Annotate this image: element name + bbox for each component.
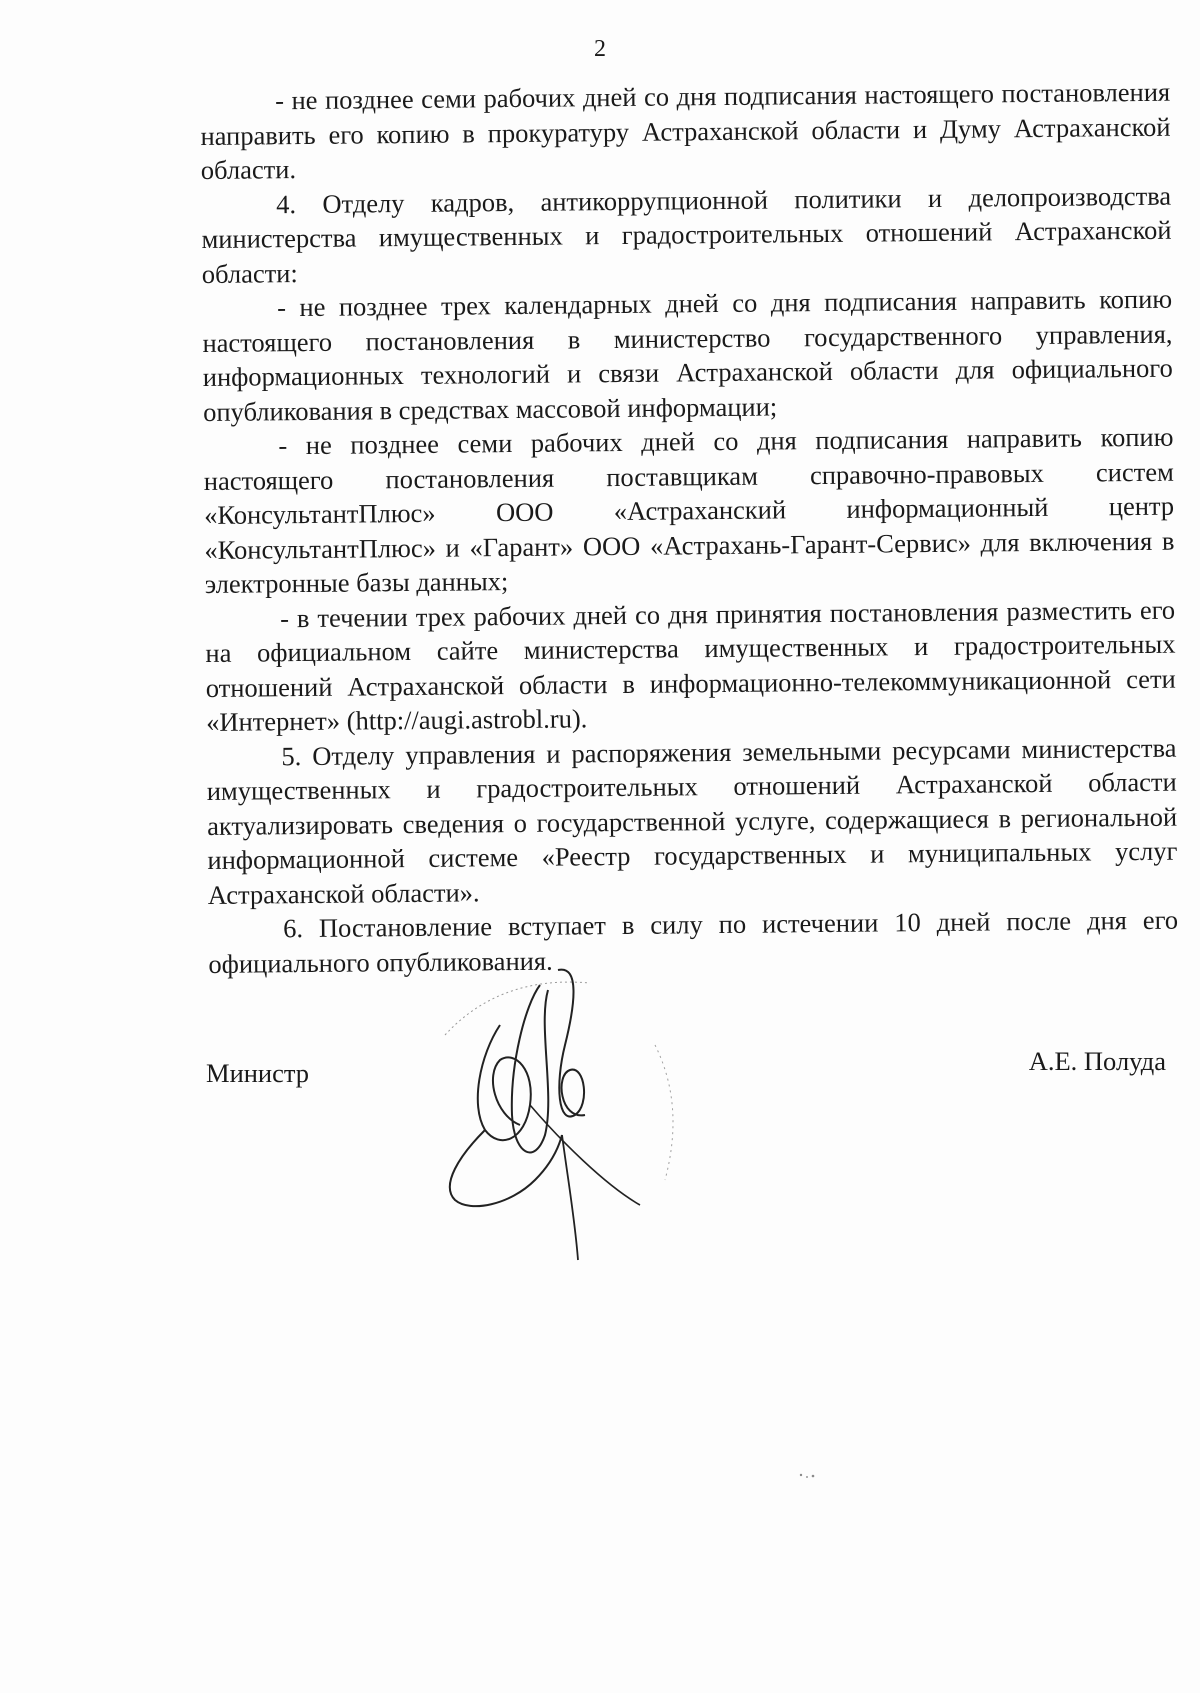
signatory-name: А.Е. Полуда — [1028, 1046, 1166, 1076]
paragraph-item-5: 5. Отделу управления и распоряжения земельными ресурсами министерства имущественных и градостроительных отношений Астраханской области актуализировать сведения о государственной услуге, содержащиеся в региональной информационной системе «Реестр государственных и муниципальных услуг Астраханской области». — [206, 732, 1178, 910]
page-number: 2 — [594, 36, 606, 62]
paragraph-item-6: 6. Постановление вступает в силу по истечении 10 дней после дня его официального опубликования. — [208, 904, 1179, 979]
paragraph-legal-systems-copy: - не позднее семи рабочих дней со дня подписания направить копию настоящего постановления поставщикам справочно-правовых систем «КонсультантПлюс» ООО «Астраханский информационный центр «КонсультантПлюс» и «Гарант» ООО «Астрахань-Гарант-Сервис» для включения в электронные базы данных; — [203, 421, 1175, 599]
scan-speck — [795, 1465, 825, 1485]
paragraph-item-4: 4. Отделу кадров, антикоррупционной политики и делопроизводства министерства имущественных и градостроительных отношений Астраханской области: — [201, 180, 1172, 289]
paragraph-publication-copy: - не позднее трех календарных дней со дня подписания направить копию настоящего постановления в министерство государственного управления, информационных технологий и связи Астраханской области для официального опубликования в средствах массовой информации; — [202, 283, 1173, 427]
document-body — [200, 75, 1179, 981]
paragraph-website-posting: - в течении трех рабочих дней со дня принятия постановления разместить его на официальном сайте министерства имущественных и градостроительных отношений Астраханской области в информационно-телекоммуникационной сети «Интернет» (http://augi.astrobl.ru). — [205, 594, 1176, 737]
signature-block — [206, 1046, 1166, 1118]
paragraph-prosecutor-copy: - не позднее семи рабочих дней со дня подписания настоящего постановления направить его копию в прокуратуру Астраханской области и Думу Астраханской области. — [200, 76, 1171, 185]
signatory-position: Министр — [206, 1058, 310, 1088]
